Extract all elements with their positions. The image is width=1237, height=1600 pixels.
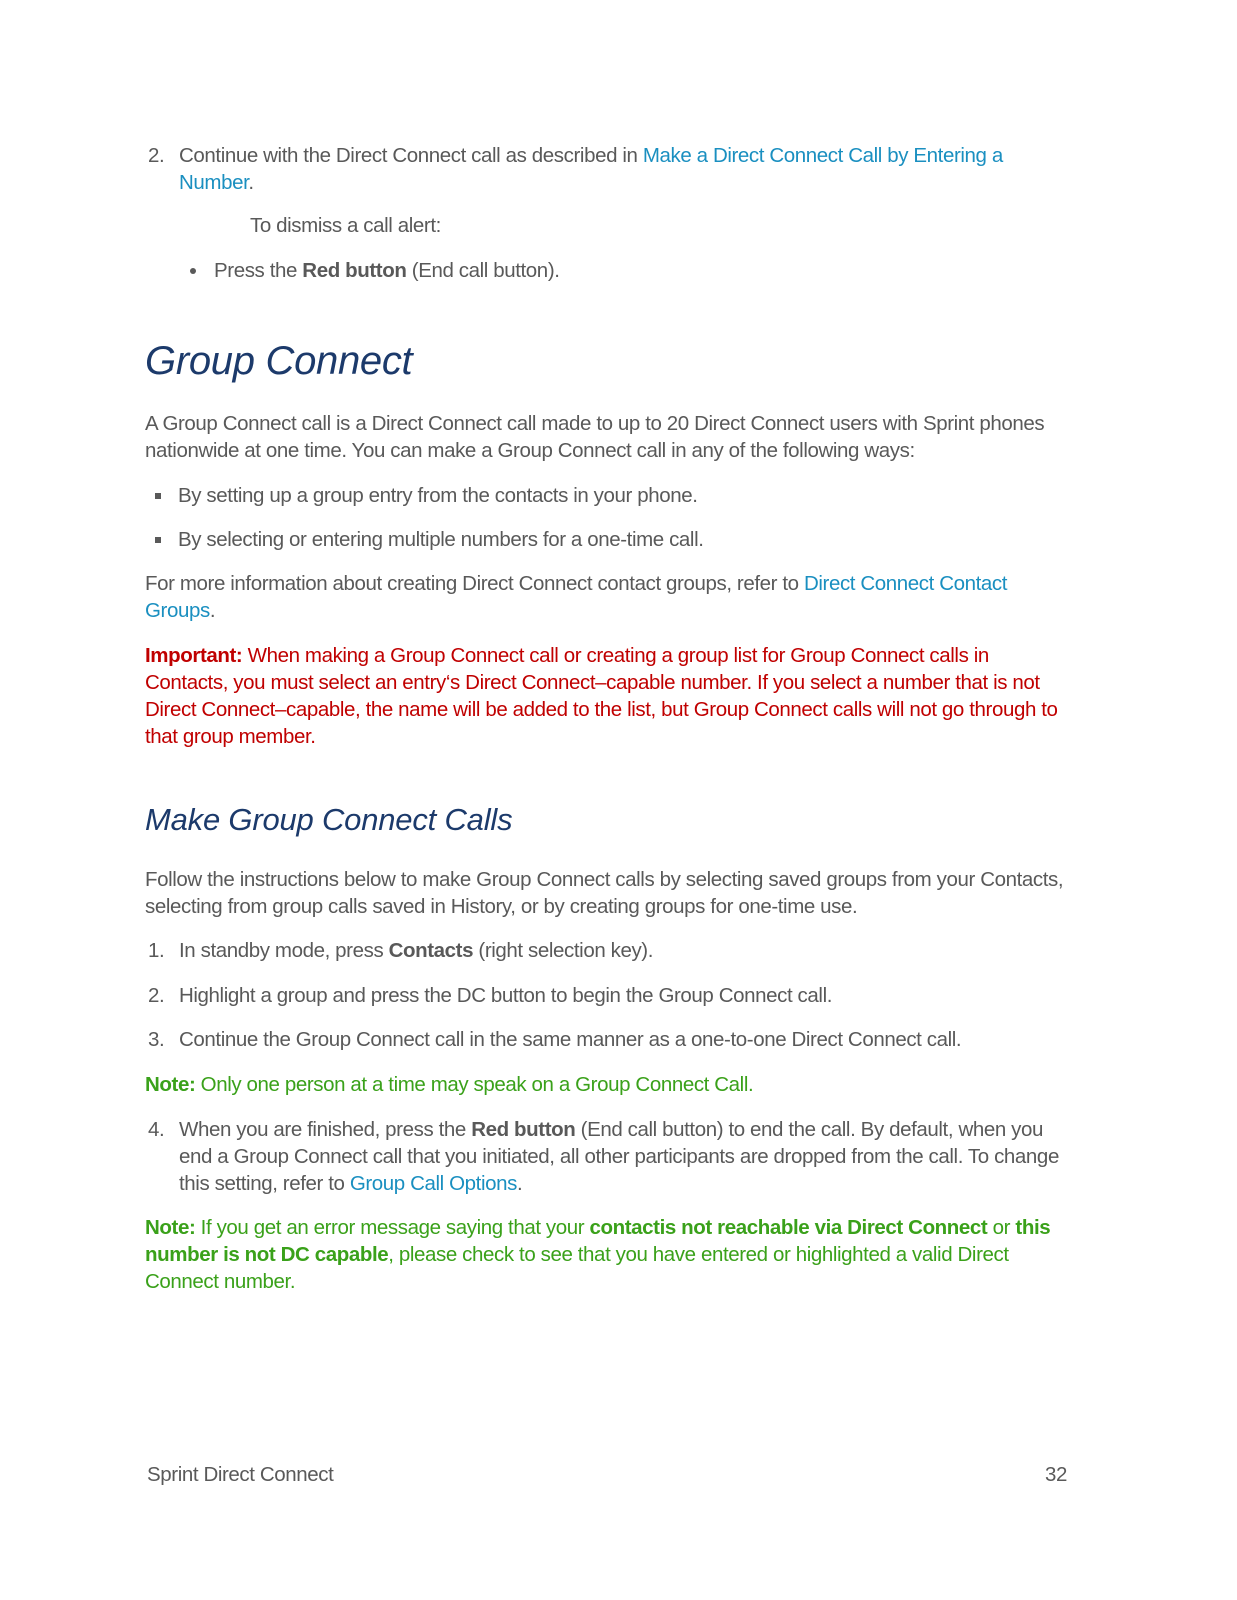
- note-callout-1: Note: Only one person at a time may speak on a Group Connect Call.: [145, 1073, 754, 1096]
- subsection-title: Make Group Connect Calls: [145, 802, 513, 837]
- important-label: Important:: [145, 644, 243, 667]
- section-title: Group Connect: [145, 339, 413, 383]
- step-3: 3. Continue the Group Connect call in the same manner as a one-to-one Direct Connect call.: [148, 1028, 962, 1051]
- bullet-square: [155, 537, 161, 543]
- important-callout: Important: When making a Group Connect call or creating a group list for Group Connect calls in Contacts, you must select an entry‘s Direct Connect–capable number. If you select a number that is not Direct Connect–capable, the name will be added to the list, but Group Connect calls will not go through to that group member.: [145, 644, 1058, 748]
- step-4: 4. When you are finished, press the Red button (End call button) to end the call. By default, when you end a Group Connect call that you initiated, all other participants are dropped from the call. To change this setting, refer to Group Call Options.: [148, 1118, 1059, 1195]
- step-text: Continue with the Direct Connect call as described in Make a Direct Connect Call by Entering a Number.: [179, 144, 1003, 194]
- step-2: 2. Highlight a group and press the DC button to begin the Group Connect call.: [148, 984, 833, 1007]
- note-callout-2: Note: If you get an error message saying that your contactis not reachable via Direct Connect or this number is not DC capable, please check to see that you have entered or highlighted a valid Direct Connect number.: [145, 1216, 1051, 1293]
- bullet-square: [155, 493, 161, 499]
- footer-title: Sprint Direct Connect: [147, 1463, 334, 1486]
- bullet-dot: [190, 268, 196, 274]
- way-bullet-1: By setting up a group entry from the contacts in your phone.: [155, 482, 698, 509]
- link-dc-contact-groups[interactable]: Direct Connect Contact Groups: [145, 572, 1008, 622]
- dismiss-bullet: [190, 257, 560, 284]
- step-1: 1. In standby mode, press Contacts (right selection key).: [148, 939, 654, 962]
- way-bullet-2: By selecting or entering multiple numbers for a one-time call.: [155, 526, 704, 553]
- note-label: Note:: [145, 1073, 196, 1096]
- section-intro: A Group Connect call is a Direct Connect call made to up to 20 Direct Connect users with Sprint phones nationwide at one time. You can make a Group Connect call in any of the following ways:: [145, 412, 1045, 462]
- link-make-dc-call-by-number[interactable]: Make a Direct Connect Call by Entering a Number: [179, 144, 1003, 194]
- step-number: 2.: [148, 144, 165, 167]
- link-group-call-options[interactable]: Group Call Options: [349, 1172, 517, 1195]
- bullet-text: Press the Red button (End call button).: [214, 259, 560, 282]
- subsection-intro: Follow the instructions below to make Group Connect calls by selecting saved groups from your Contacts, selecting from group calls saved in History, or by creating groups for one-time use.: [145, 868, 1064, 918]
- page-number: 32: [1045, 1463, 1068, 1486]
- note-label: Note:: [145, 1216, 196, 1239]
- step-2-continue: [148, 142, 1078, 196]
- more-info-paragraph: For more information about creating Direct Connect contact groups, refer to Direct Connect Contact Groups.: [145, 572, 1008, 622]
- dismiss-heading: To dismiss a call alert:: [250, 214, 441, 237]
